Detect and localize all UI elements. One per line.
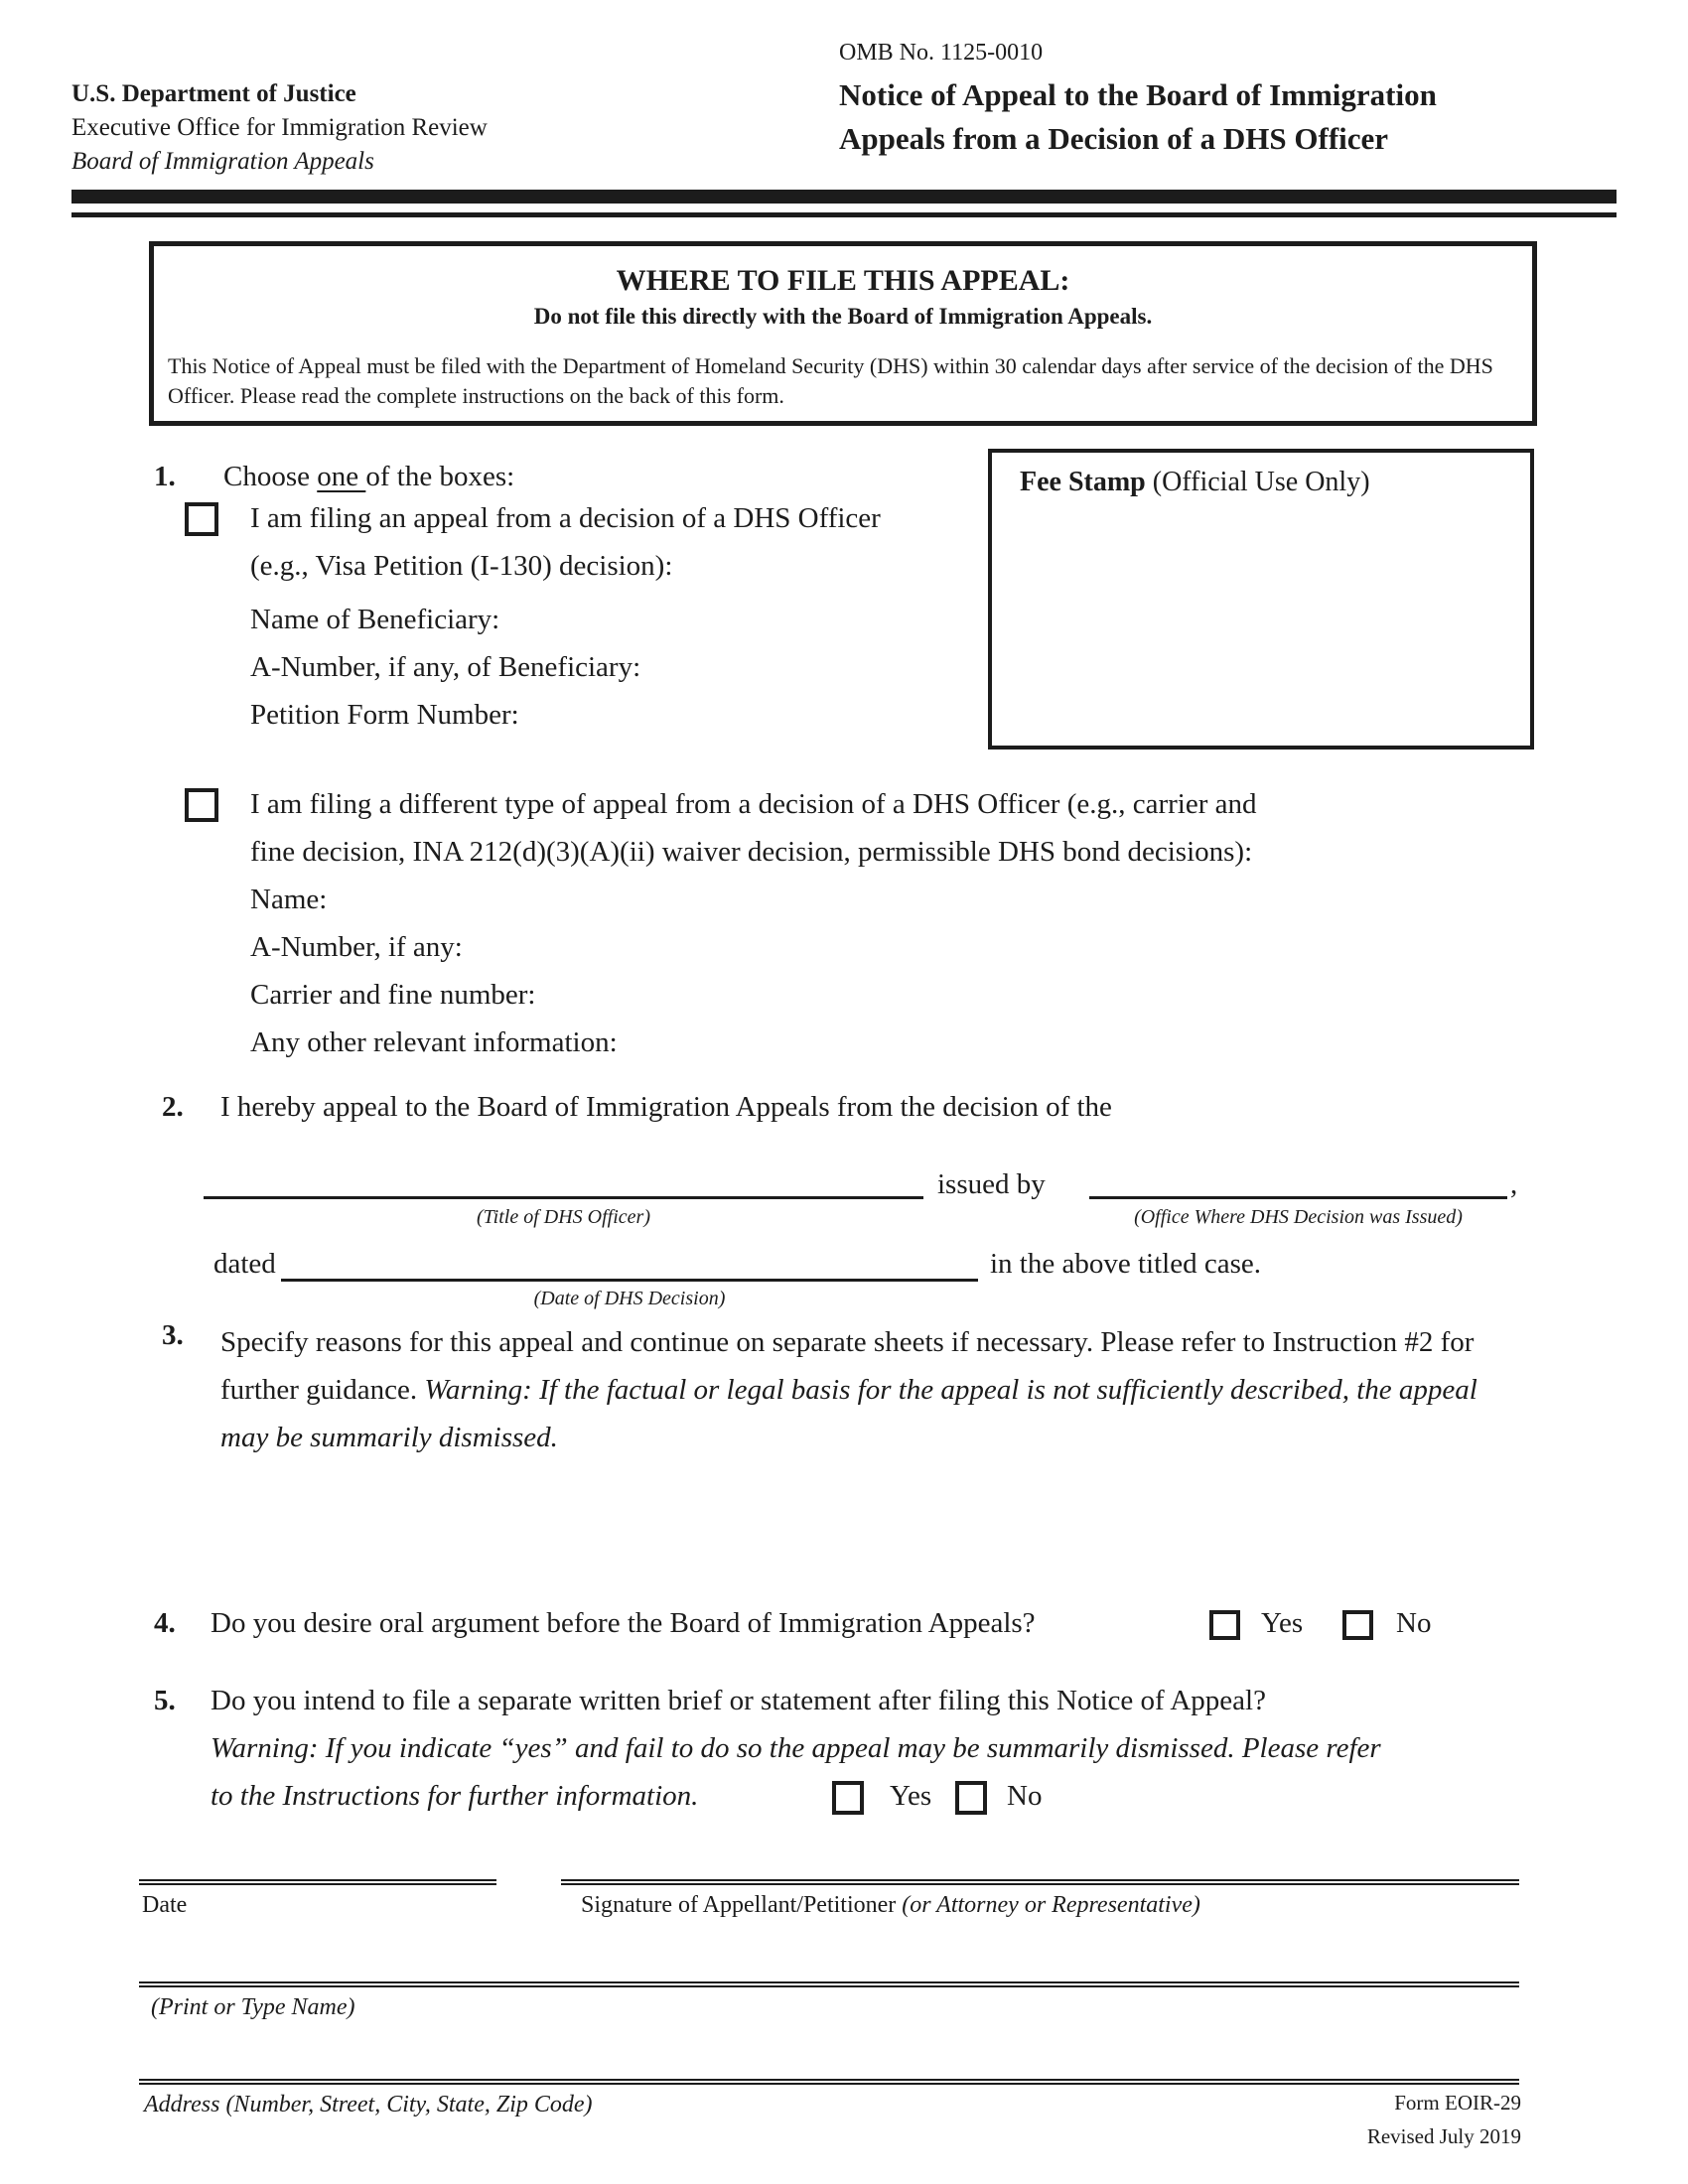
option2-fields — [250, 876, 618, 1066]
signature-label — [581, 1892, 1200, 1919]
option2-line2: fine decision, INA 212(d)(3)(A)(ii) waiver decision, permissible DHS bond decisions): — [250, 836, 1253, 868]
header-thin-rule — [71, 212, 1617, 217]
item5-no-checkbox[interactable] — [955, 1781, 987, 1815]
option1-line1: I am filing an appeal from a decision of a DHS Officer — [250, 502, 881, 534]
address-label: Address (Number, Street, City, State, Zip Code) — [144, 2092, 593, 2117]
agency-office: Executive Office for Immigration Review — [71, 114, 488, 141]
item1-number: 1. — [154, 461, 176, 492]
issued-by-text: issued by — [937, 1168, 1046, 1200]
omb-number: OMB No. 1125-0010 — [839, 40, 1044, 66]
office-issued-label: (Office Where DHS Decision was Issued) — [1134, 1206, 1463, 1228]
item5-no-label: No — [1007, 1780, 1043, 1812]
form-revision-date: Revised July 2019 — [1366, 2124, 1521, 2148]
field-anumber[interactable]: A-Number, if any: — [250, 931, 463, 963]
field-anumber-beneficiary[interactable]: A-Number, if any, of Beneficiary: — [250, 651, 641, 683]
form-number: Form EOIR-29 — [1394, 2091, 1521, 2115]
option1-fields — [250, 596, 640, 739]
in-case-text: in the above titled case. — [990, 1248, 1261, 1280]
address-line[interactable] — [139, 2079, 1519, 2085]
title-of-dhs-officer-label: (Title of DHS Officer) — [477, 1206, 650, 1228]
print-name-line[interactable] — [139, 1981, 1519, 1987]
item1-label-post: of the boxes: — [365, 461, 515, 492]
item3-number: 3. — [162, 1319, 184, 1351]
item5-warning-line2: to the Instructions for further information. — [211, 1780, 699, 1812]
field-petition-form-number[interactable]: Petition Form Number: — [250, 699, 519, 731]
item3-normal-text: Specify reasons for this appeal and continue on separate sheets if necessary. Please refer to Instruction #2 for further guidance. — [220, 1326, 1475, 1406]
item3-text — [220, 1318, 1511, 1461]
date-of-decision-label: (Date of DHS Decision) — [533, 1288, 726, 1309]
item1-label-one: one — [317, 461, 366, 492]
form-title-line2: Appeals from a Decision of a DHS Officer — [839, 121, 1389, 156]
item5-yes-label: Yes — [890, 1780, 932, 1812]
item3-warning-text: Warning: If the factual or legal basis for the appeal is not sufficiently described, the appeal may be summarily dismissed. — [220, 1374, 1477, 1453]
office-issued-blank[interactable] — [1089, 1196, 1507, 1199]
item2-text: I hereby appeal to the Board of Immigration Appeals from the decision of the — [220, 1091, 1112, 1123]
comma-text: , — [1510, 1168, 1518, 1200]
item4-yes-checkbox[interactable] — [1209, 1610, 1240, 1640]
item4-no-checkbox[interactable] — [1342, 1610, 1373, 1640]
item2-number: 2. — [162, 1091, 184, 1123]
fee-stamp-box — [988, 449, 1534, 750]
agency-board: Board of Immigration Appeals — [71, 148, 374, 175]
where-to-file-body: This Notice of Appeal must be filed with the Department of Homeland Security (DHS) within 30 calendar days after service of the decision of the DHS Officer. Please read the complete instructions on the back of this form. — [168, 353, 1493, 408]
fee-stamp-label-rest: (Official Use Only) — [1152, 467, 1370, 497]
item4-yes-label: Yes — [1261, 1607, 1304, 1639]
item1-label — [223, 460, 514, 493]
agency-dept: U.S. Department of Justice — [71, 80, 356, 107]
signature-line[interactable] — [561, 1879, 1519, 1885]
fee-stamp-label — [1020, 467, 1530, 498]
item5-number: 5. — [154, 1685, 176, 1716]
field-carrier-fine-number[interactable]: Carrier and fine number: — [250, 979, 536, 1011]
item1-label-pre: Choose — [223, 461, 318, 492]
form-title-line1: Notice of Appeal to the Board of Immigration — [839, 77, 1437, 112]
field-other-info[interactable]: Any other relevant information: — [250, 1026, 618, 1058]
option1-line2: (e.g., Visa Petition (I-130) decision): — [250, 550, 673, 582]
title-of-dhs-officer-blank[interactable] — [204, 1196, 923, 1199]
header-thick-rule — [71, 190, 1617, 204]
date-signature-line[interactable] — [139, 1879, 496, 1885]
item4-text: Do you desire oral argument before the Board of Immigration Appeals? — [211, 1607, 1036, 1639]
print-name-label: (Print or Type Name) — [151, 1994, 355, 2020]
fee-stamp-label-bold: Fee Stamp — [1020, 467, 1146, 497]
item4-no-label: No — [1396, 1607, 1432, 1639]
item4-number: 4. — [154, 1607, 176, 1639]
item5-warning-line1: Warning: If you indicate “yes” and fail to do so the appeal may be summarily dismissed. Please refer — [211, 1732, 1381, 1764]
date-label: Date — [142, 1892, 188, 1918]
item5-yes-checkbox[interactable] — [832, 1781, 864, 1815]
signature-label-italic: (or Attorney or Representative) — [902, 1892, 1200, 1918]
where-to-file-title: WHERE TO FILE THIS APPEAL: — [616, 264, 1070, 297]
agency-header — [71, 77, 488, 179]
dated-text: dated — [213, 1248, 276, 1280]
item5-text: Do you intend to file a separate written brief or statement after filing this Notice of Appeal? — [211, 1685, 1266, 1716]
field-name[interactable]: Name: — [250, 884, 328, 915]
date-of-decision-blank[interactable] — [281, 1279, 978, 1282]
form-title — [839, 73, 1437, 161]
option1-text — [250, 494, 881, 590]
signature-label-normal: Signature of Appellant/Petitioner — [581, 1892, 903, 1918]
field-name-of-beneficiary[interactable]: Name of Beneficiary: — [250, 604, 500, 635]
option1-checkbox[interactable] — [185, 502, 218, 536]
option2-line1: I am filing a different type of appeal from a decision of a DHS Officer (e.g., carrier and — [250, 788, 1257, 820]
option2-text — [250, 780, 1257, 876]
where-to-file-box — [149, 241, 1537, 426]
option2-checkbox[interactable] — [185, 788, 218, 822]
where-to-file-subtitle: Do not file this directly with the Board of Immigration Appeals. — [533, 304, 1153, 329]
